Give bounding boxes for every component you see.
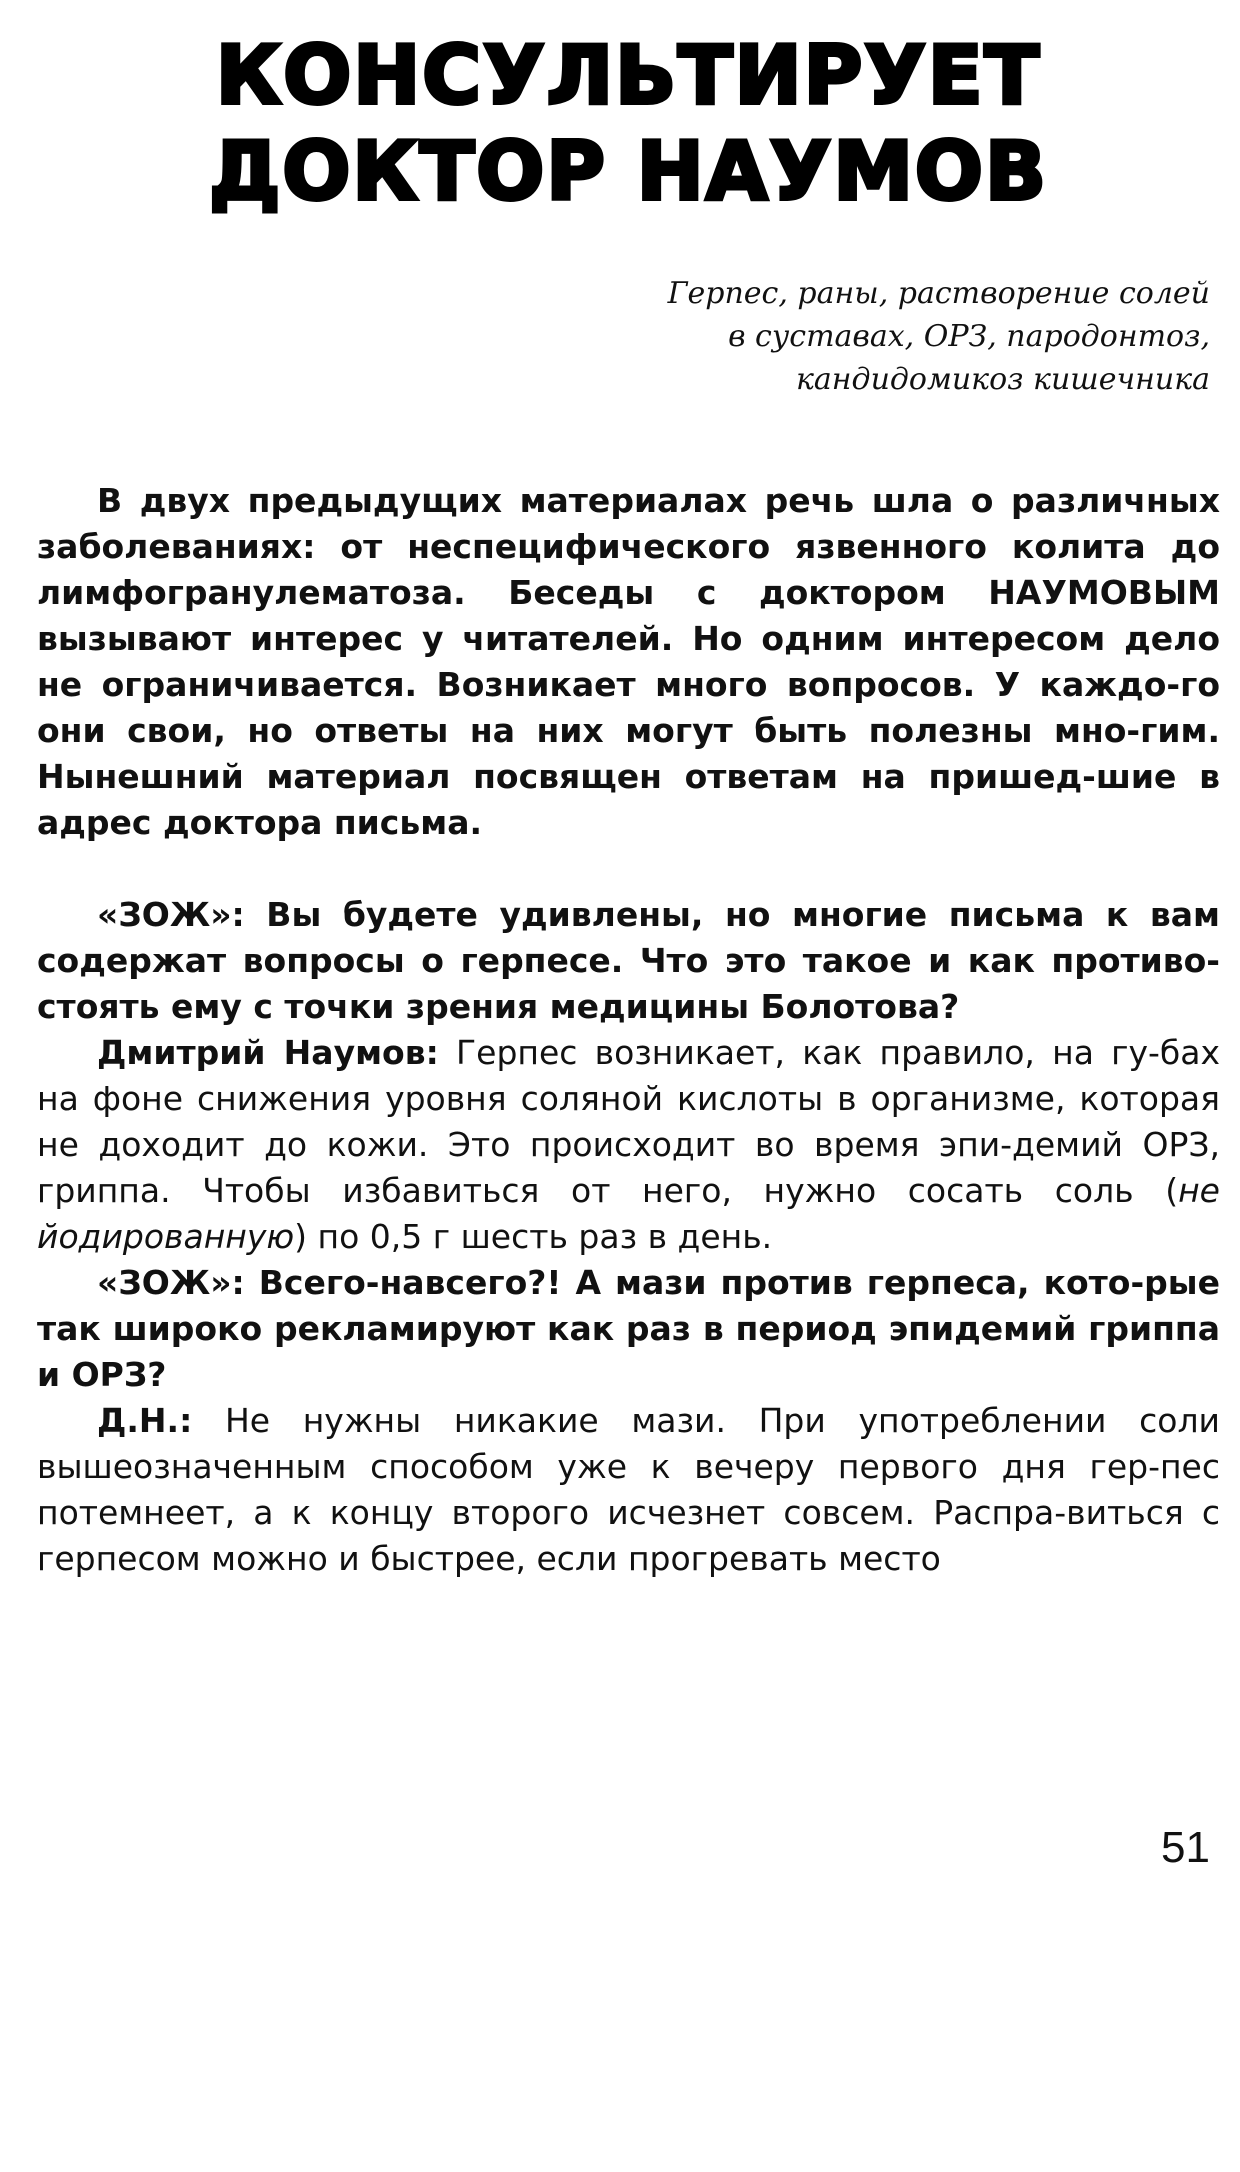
book-page xyxy=(37,0,1220,2172)
page-title xyxy=(37,28,1220,220)
title-line-1: КОНСУЛЬТИРУЕТ xyxy=(215,29,1042,122)
answer-1-text-part-1: Герпес возникает, как правило, на гу-бах на фоне снижения уровня соляной кислоты в организме, которая не доходит до кожи. Это происходит во время эпи-демий ОРЗ, гриппа. Чтобы избавиться от него, нужно сосать соль ( xyxy=(37,1033,1221,1210)
answer-1 xyxy=(37,1030,1220,1260)
title-line-2: ДОКТОР НАУМОВ xyxy=(209,125,1048,218)
lead-paragraph: В двух предыдущих материалах речь шла о различных заболеваниях: от неспецифического язвенного колита до лимфогранулематоза. Беседы с доктором НАУМОВЫМ вызывают интерес у читателей. Но одним интересом дело не ограничивается. Возникает много вопросов. У каждо-го они свои, но ответы на них могут быть полезны мно-гим. Нынешний материал посвящен ответам на пришед-шие в адрес доктора письма. xyxy=(37,481,1220,842)
answer-1-speaker: Дмитрий Наумов: xyxy=(97,1033,439,1072)
page-number: 51 xyxy=(1161,1823,1210,1872)
answer-2 xyxy=(37,1398,1220,1582)
epigraph-line-2: в суставах, ОРЗ, пародонтоз, xyxy=(728,319,1210,354)
article-body xyxy=(37,478,1220,1582)
answer-1-emphasis: не йодированную xyxy=(37,1171,1220,1256)
question-2: «ЗОЖ»: Всего-навсего?! А мази против герпеса, кото-рые так широко рекламируют как раз в период эпидемий гриппа и ОРЗ? xyxy=(37,1263,1220,1394)
epigraph xyxy=(510,272,1210,401)
question-1: «ЗОЖ»: Вы будете удивлены, но многие письма к вам содержат вопросы о герпесе. Что это такое и как противо-стоять ему с точки зрения медицины Болотова? xyxy=(37,895,1220,1026)
epigraph-line-1: Герпес, раны, растворение солей xyxy=(667,276,1210,311)
epigraph-line-3: кандидомикоз кишечника xyxy=(796,362,1210,397)
answer-2-text: Не нужны никакие мази. При употреблении соли вышеозначенным способом уже к вечеру первого дня гер-пес потемнеет, а к концу второго исчезнет совсем. Распра-виться с герпесом можно и быстрее, если прогревать место xyxy=(37,1401,1220,1578)
answer-1-text-part-2: ) по 0,5 г шесть раз в день. xyxy=(294,1217,773,1256)
answer-2-speaker: Д.Н.: xyxy=(97,1401,193,1440)
